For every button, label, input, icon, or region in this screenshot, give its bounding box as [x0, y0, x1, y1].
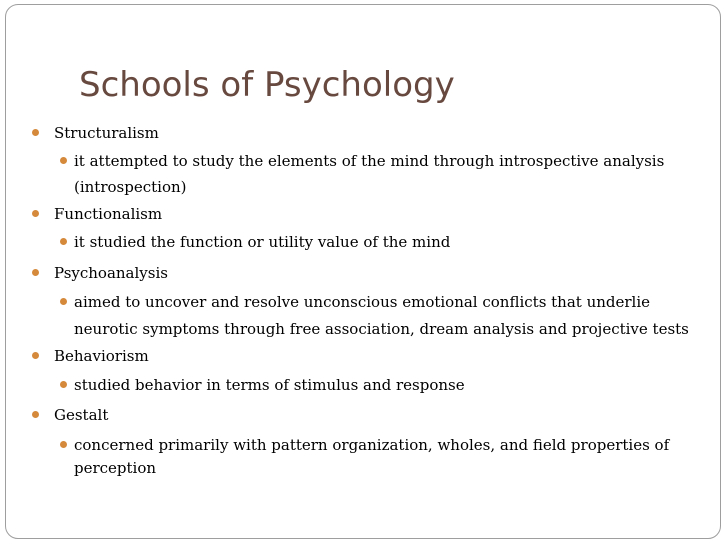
bullet-icon [32, 129, 39, 136]
item-gestalt: Gestalt [54, 406, 109, 424]
bullet-icon [32, 269, 39, 276]
bullet-icon [32, 210, 39, 217]
sub-bullet-icon [60, 238, 67, 245]
behaviorism-description: studied behavior in terms of stimulus and response [74, 376, 465, 394]
structuralism-description-line-2: (introspection) [74, 178, 187, 196]
sub-bullet-icon [60, 157, 67, 164]
item-psychoanalysis: Psychoanalysis [54, 264, 168, 282]
sub-bullet-icon [60, 381, 67, 388]
functionalism-description: it studied the function or utility value of the mind [74, 233, 451, 251]
item-functionalism: Functionalism [54, 205, 163, 223]
slide-title: Schools of Psychology [79, 65, 455, 105]
structuralism-description-line-1: it attempted to study the elements of the mind through introspective analysis [74, 152, 665, 170]
bullet-icon [32, 411, 39, 418]
psychoanalysis-description-line-2: neurotic symptoms through free association, dream analysis and projective tests [74, 320, 689, 338]
gestalt-description-line-2: perception [74, 459, 157, 477]
item-structuralism: Structuralism [54, 124, 159, 142]
gestalt-description-line-1: concerned primarily with pattern organization, wholes, and field properties of [74, 436, 670, 454]
psychoanalysis-description-line-1: aimed to uncover and resolve unconscious emotional conflicts that underlie [74, 293, 651, 311]
sub-bullet-icon [60, 298, 67, 305]
sub-bullet-icon [60, 441, 67, 448]
item-behaviorism: Behaviorism [54, 347, 149, 365]
bullet-icon [32, 352, 39, 359]
